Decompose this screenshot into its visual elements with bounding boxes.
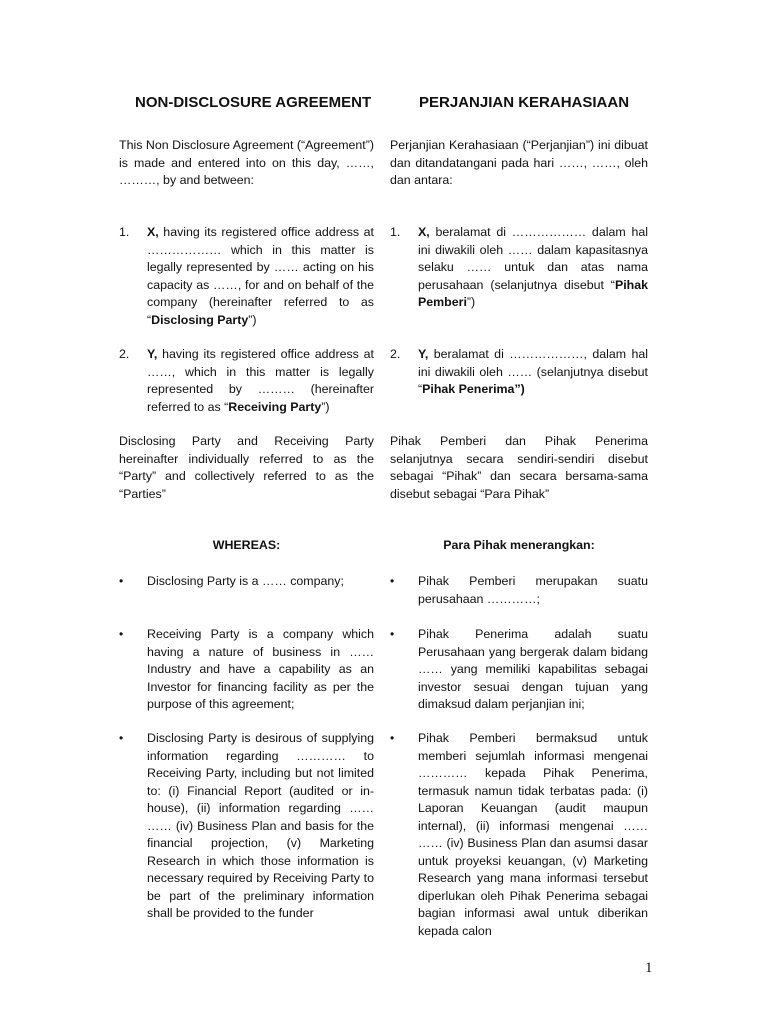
party-2-text [147,346,374,416]
receiving-party-label: Receiving Party [228,399,322,414]
recital-text: Pihak Pemberi bermaksud untuk memberi sejumlah informasi mengenai ………… kepada Pihak Penerima, termasuk namun tidak terbatas pada: (i) Laporan Keuangan (audit maupun internal), (ii) informasi mengenai …… …… (iv) Business Plan dan asumsi dasar untuk proyeksi keuangan, (v) Marketing Research yang mana informasi tersebut diperlukan oleh Pihak Penerima sebagai bagian informasi awal untuk diberikan kepada calon [418,731,648,938]
party-1-closing: ”) [248,312,257,327]
indonesian-parties-definition: Pihak Pemberi dan Pihak Penerima selanjutnya secara sendiri-sendiri disebut sebagai “Pihak” dan secara bersama-sama disebut sebagai “Para Pihak” [390,434,648,501]
pihak-1-description: beralamat di ……………… dalam hal ini diwakili oleh …… dalam kapasitasnya selaku …… untuk dan atas nama perusahaan (selanjutnya disebut “ [418,225,648,292]
pihak-1-text [418,224,648,312]
recital-text: Pihak Pemberi merupakan suatu perusahaan …………; [418,574,648,606]
recital-text: Receiving Party is a company which having a nature of business in …… Industry and have a capability as an Investor for financing facility as per the purpose of this agreement; [147,627,374,711]
para-pihak-heading: Para Pihak menerangkan: [443,538,595,552]
recital-text: Disclosing Party is a …… company; [147,574,344,588]
pihak-1-closing: ”) [466,295,476,309]
english-party-2 [119,346,374,418]
bullet-icon: • [119,574,124,588]
english-party-1 [119,224,374,334]
pihak-2-closing: ”) [514,382,525,396]
whereas-heading: WHEREAS: [212,538,281,552]
indonesian-party-2 [390,346,648,418]
party-2-closing: ”) [321,399,330,414]
bullet-icon: • [390,627,395,641]
indonesian-intro: Perjanjian Kerahasiaan (“Perjanjian”) ini dibuat dan ditandatangani pada hari ……, ……, oleh dan antara: [390,138,648,187]
party-2-name: Y, [147,347,158,361]
bullet-icon: • [119,627,124,641]
english-parties-definition: Disclosing Party and Receiving Party hereinafter individually referred to as the “Party” and collectively referred to as the “Parties” [119,434,374,501]
page-number: 1 [645,960,653,976]
indonesian-party-1 [390,224,648,334]
party-2-description: having its registered office address at ……, which in this matter is legally represented by ……… (hereinafter referred to as “ [147,347,374,414]
recital-text: Disclosing Party is desirous of supplying information regarding ………… to Receiving Party, including but not limited to: (i) Financial Report (audited or in-house), (ii) information regarding …… …… (iv) Business Plan and basis for the financial projection, (v) Marketing Research in which those information is necessary required by Receiving Party to be part of the preliminary information shall be provided to the funder [147,731,374,920]
pihak-penerima-label: Pihak Penerima [422,382,515,396]
pihak-2-description: beralamat di ………………, dalam hal ini diwakili oleh …… (selanjutnya disebut “ [418,347,648,396]
pihak-2-number: 2. [390,347,401,361]
pihak-2-text [418,346,648,399]
pihak-1-number: 1. [390,225,401,239]
bullet-icon: • [390,731,395,745]
party-2-number: 2. [119,347,130,361]
english-title: NON-DISCLOSURE AGREEMENT [135,94,372,111]
english-intro: This Non Disclosure Agreement (“Agreement”) is made and entered into on this day, ……, ………, by and between: [119,138,374,187]
party-1-number: 1. [119,225,130,239]
bullet-icon: • [119,731,124,745]
party-1-description: having its registered office address at ……………… which in this matter is legally represented by …… acting on his capacity as ……, for and on behalf of the company (hereinafter referred to as “ [147,225,374,327]
pihak-1-name: X, [418,225,430,239]
disclosing-party-label: Disclosing Party [151,312,249,327]
recital-text: Pihak Penerima adalah suatu Perusahaan yang bergerak dalam bidang …… yang memiliki kapabilitas sebagai investor sesuai dengan tujuan yang dimaksud dalam perjanjian ini; [418,627,648,711]
pihak-2-name: Y, [418,347,429,361]
pihak-pemberi-label: Pihak Pemberi [418,277,648,309]
party-1-name: X, [147,225,159,239]
bullet-icon: • [390,574,395,588]
party-1-text [147,224,374,329]
indonesian-title: PERJANJIAN KERAHASIAAN [419,94,630,111]
